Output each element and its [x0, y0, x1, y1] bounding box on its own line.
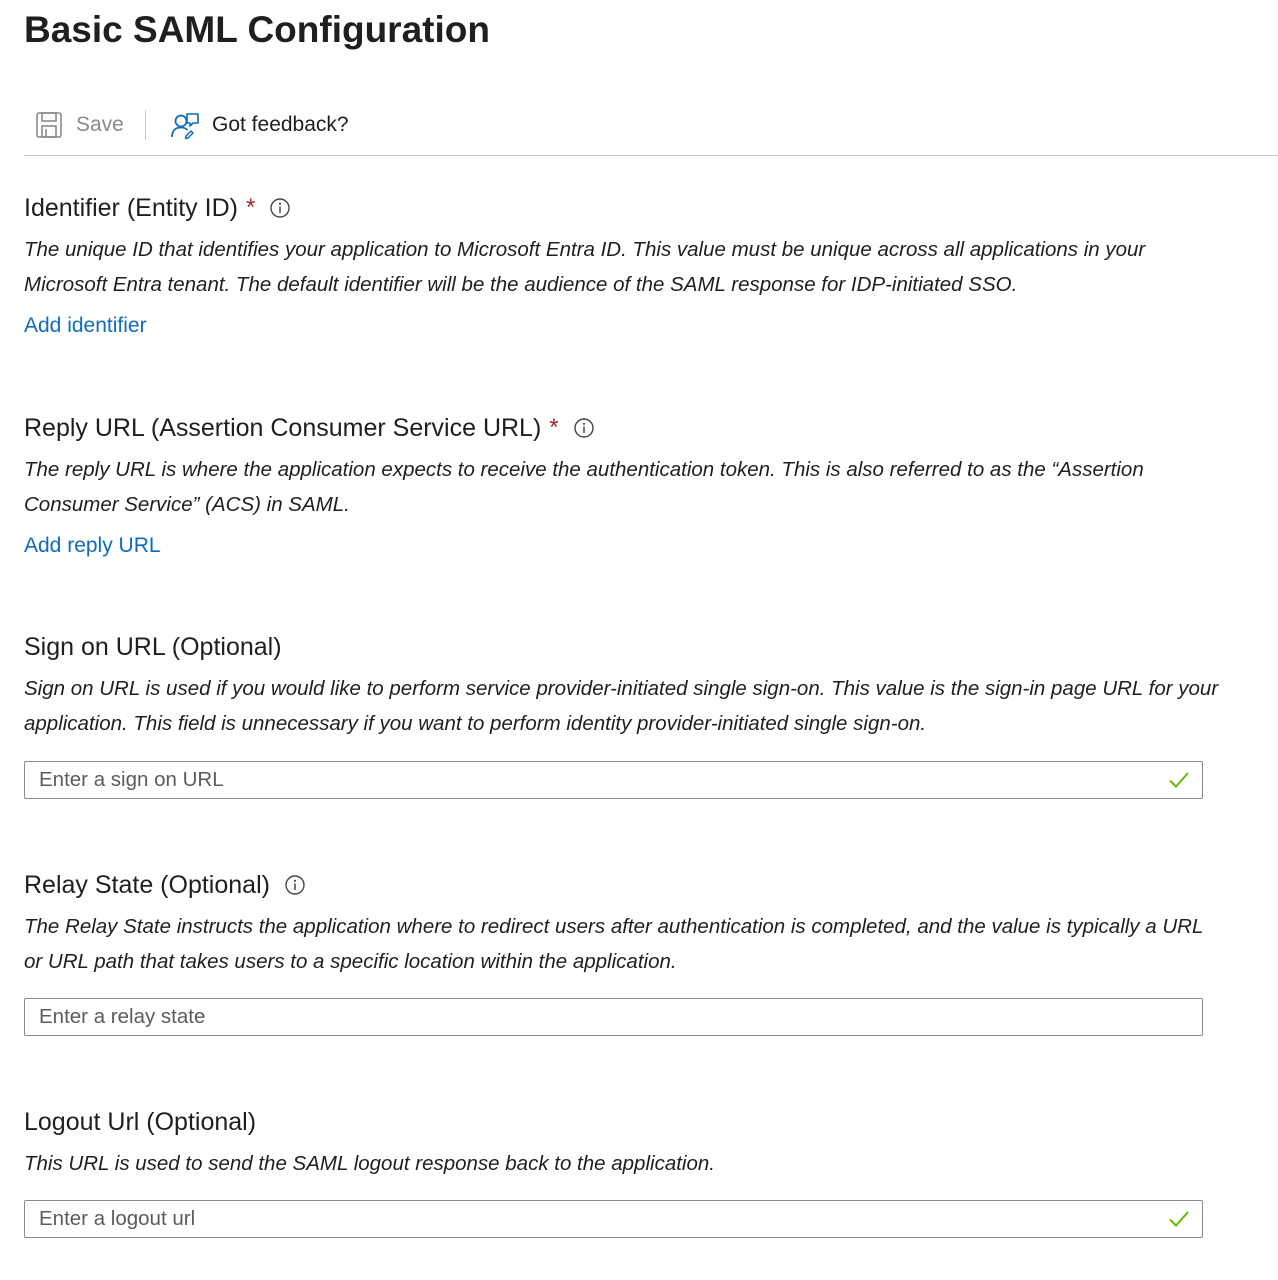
checkmark-icon [1168, 770, 1190, 790]
save-icon [34, 110, 64, 140]
sign-on-url-label-row [24, 629, 1224, 665]
feedback-icon [170, 110, 200, 140]
reply-url-description: The reply URL is where the application expects to receive the authentication token. This is also referred to as the “Assertion Consumer Service” (ACS) in SAML. [24, 458, 1144, 516]
relay-state-input[interactable] [25, 999, 1202, 1035]
logout-url-section [24, 1104, 1224, 1238]
logout-url-label: Logout Url (Optional) [24, 1107, 257, 1136]
reply-url-label: Reply URL (Assertion Consumer Service URL) [24, 413, 542, 442]
relay-state-label: Relay State (Optional) [24, 870, 270, 899]
info-icon[interactable] [284, 874, 306, 896]
identifier-label-row [24, 190, 1224, 226]
feedback-label: Got feedback? [212, 113, 349, 136]
got-feedback-button[interactable] [170, 104, 349, 146]
relay-state-field [24, 998, 1203, 1036]
command-bar [24, 104, 1278, 156]
page-title: Basic SAML Configuration [24, 9, 490, 50]
logout-url-field [24, 1200, 1203, 1238]
checkmark-icon [1168, 1209, 1190, 1229]
info-icon[interactable] [573, 417, 595, 439]
sign-on-url-description: Sign on URL is used if you would like to perform service provider-initiated single sign-on. This value is the sign-in page URL for your application. This field is unnecessary if you want to perform identity provider-initiated single sign-on. [24, 677, 1219, 735]
identifier-description: The unique ID that identifies your application to Microsoft Entra ID. This value must be unique across all applications in your Microsoft Entra tenant. The default identifier will be the audience of the SAML response for IDP-initiated SSO. [24, 238, 1146, 296]
logout-url-description: This URL is used to send the SAML logout response back to the application. [24, 1152, 715, 1175]
sign-on-url-input[interactable] [25, 762, 1202, 798]
identifier-section [24, 190, 1224, 340]
reply-url-label-row [24, 410, 1224, 446]
logout-url-label-row [24, 1104, 1224, 1140]
relay-state-description: The Relay State instructs the application where to redirect users after authentication is completed, and the value is typically a URL or URL path that takes users to a specific location within the application. [24, 915, 1203, 973]
add-reply-url-link[interactable]: Add reply URL [24, 534, 161, 557]
sign-on-url-section [24, 629, 1224, 799]
info-icon[interactable] [269, 197, 291, 219]
toolbar-divider [145, 110, 146, 140]
save-label: Save [76, 113, 124, 136]
reply-url-section [24, 410, 1224, 560]
save-button[interactable] [34, 104, 124, 146]
relay-state-section [24, 867, 1224, 1036]
required-marker: * [549, 414, 559, 441]
sign-on-url-label: Sign on URL (Optional) [24, 632, 282, 661]
sign-on-url-field [24, 761, 1203, 799]
relay-state-label-row [24, 867, 1224, 903]
add-identifier-link[interactable]: Add identifier [24, 314, 147, 337]
required-marker: * [245, 194, 256, 221]
identifier-label: Identifier (Entity ID) [24, 193, 238, 222]
logout-url-input[interactable] [25, 1201, 1202, 1237]
